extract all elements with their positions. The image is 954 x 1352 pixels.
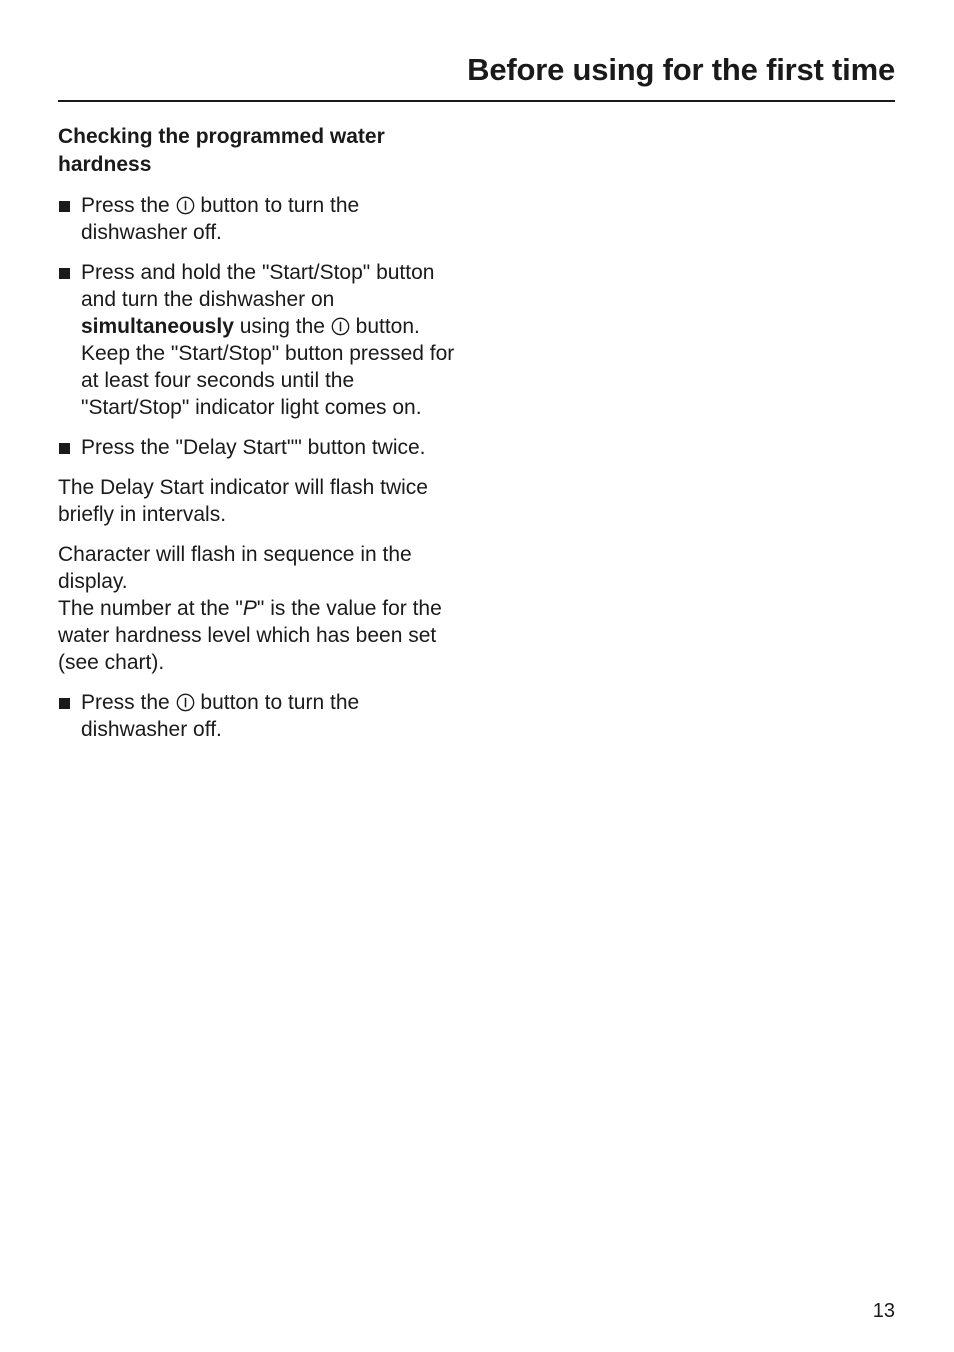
paragraph-text: Character will flash in sequence in the display. xyxy=(58,543,412,593)
step-text: Press and hold the "Start/Stop" button and turn the dishwasher on xyxy=(81,261,435,311)
step-text: button to turn the dishwasher off. xyxy=(81,691,360,741)
page-title: Before using for the first time xyxy=(467,52,895,87)
square-bullet-icon xyxy=(59,698,70,709)
section-heading: Checking the programmed water hardness xyxy=(58,125,385,176)
power-button-icon xyxy=(331,317,350,336)
power-button-icon xyxy=(176,196,195,215)
step-text: button to turn the dishwasher off. xyxy=(81,194,360,244)
step-delay-start xyxy=(58,434,468,461)
display-symbol: P xyxy=(242,597,257,620)
page-number: 13 xyxy=(872,1300,895,1322)
main-content xyxy=(58,123,468,756)
step-turn-off-final xyxy=(58,689,468,743)
paragraph-character-flash xyxy=(58,541,468,676)
paragraph-text: " is the value for the water hardness level which has been set (see chart). xyxy=(58,597,442,674)
square-bullet-icon xyxy=(59,201,70,212)
square-bullet-icon xyxy=(59,443,70,454)
paragraph-text: The number at the " xyxy=(58,597,243,620)
step-text: Press the xyxy=(81,691,170,714)
page-header xyxy=(58,50,895,102)
square-bullet-icon xyxy=(59,268,70,279)
step-text: using the xyxy=(239,315,325,338)
emphasis-text: simultaneously xyxy=(81,315,234,338)
step-text: Press the xyxy=(81,194,170,217)
step-hold-start-stop xyxy=(58,259,468,421)
power-button-icon xyxy=(176,693,195,712)
step-text: button. Keep the "Start/Stop" button pressed for at least four seconds until the "Start/Stop" indicator light comes on. xyxy=(81,315,455,419)
step-turn-off xyxy=(58,192,468,246)
paragraph-delay-flash: The Delay Start indicator will flash twice briefly in intervals. xyxy=(58,476,428,526)
step-text: Press the "Delay Start"" button twice. xyxy=(81,436,426,459)
